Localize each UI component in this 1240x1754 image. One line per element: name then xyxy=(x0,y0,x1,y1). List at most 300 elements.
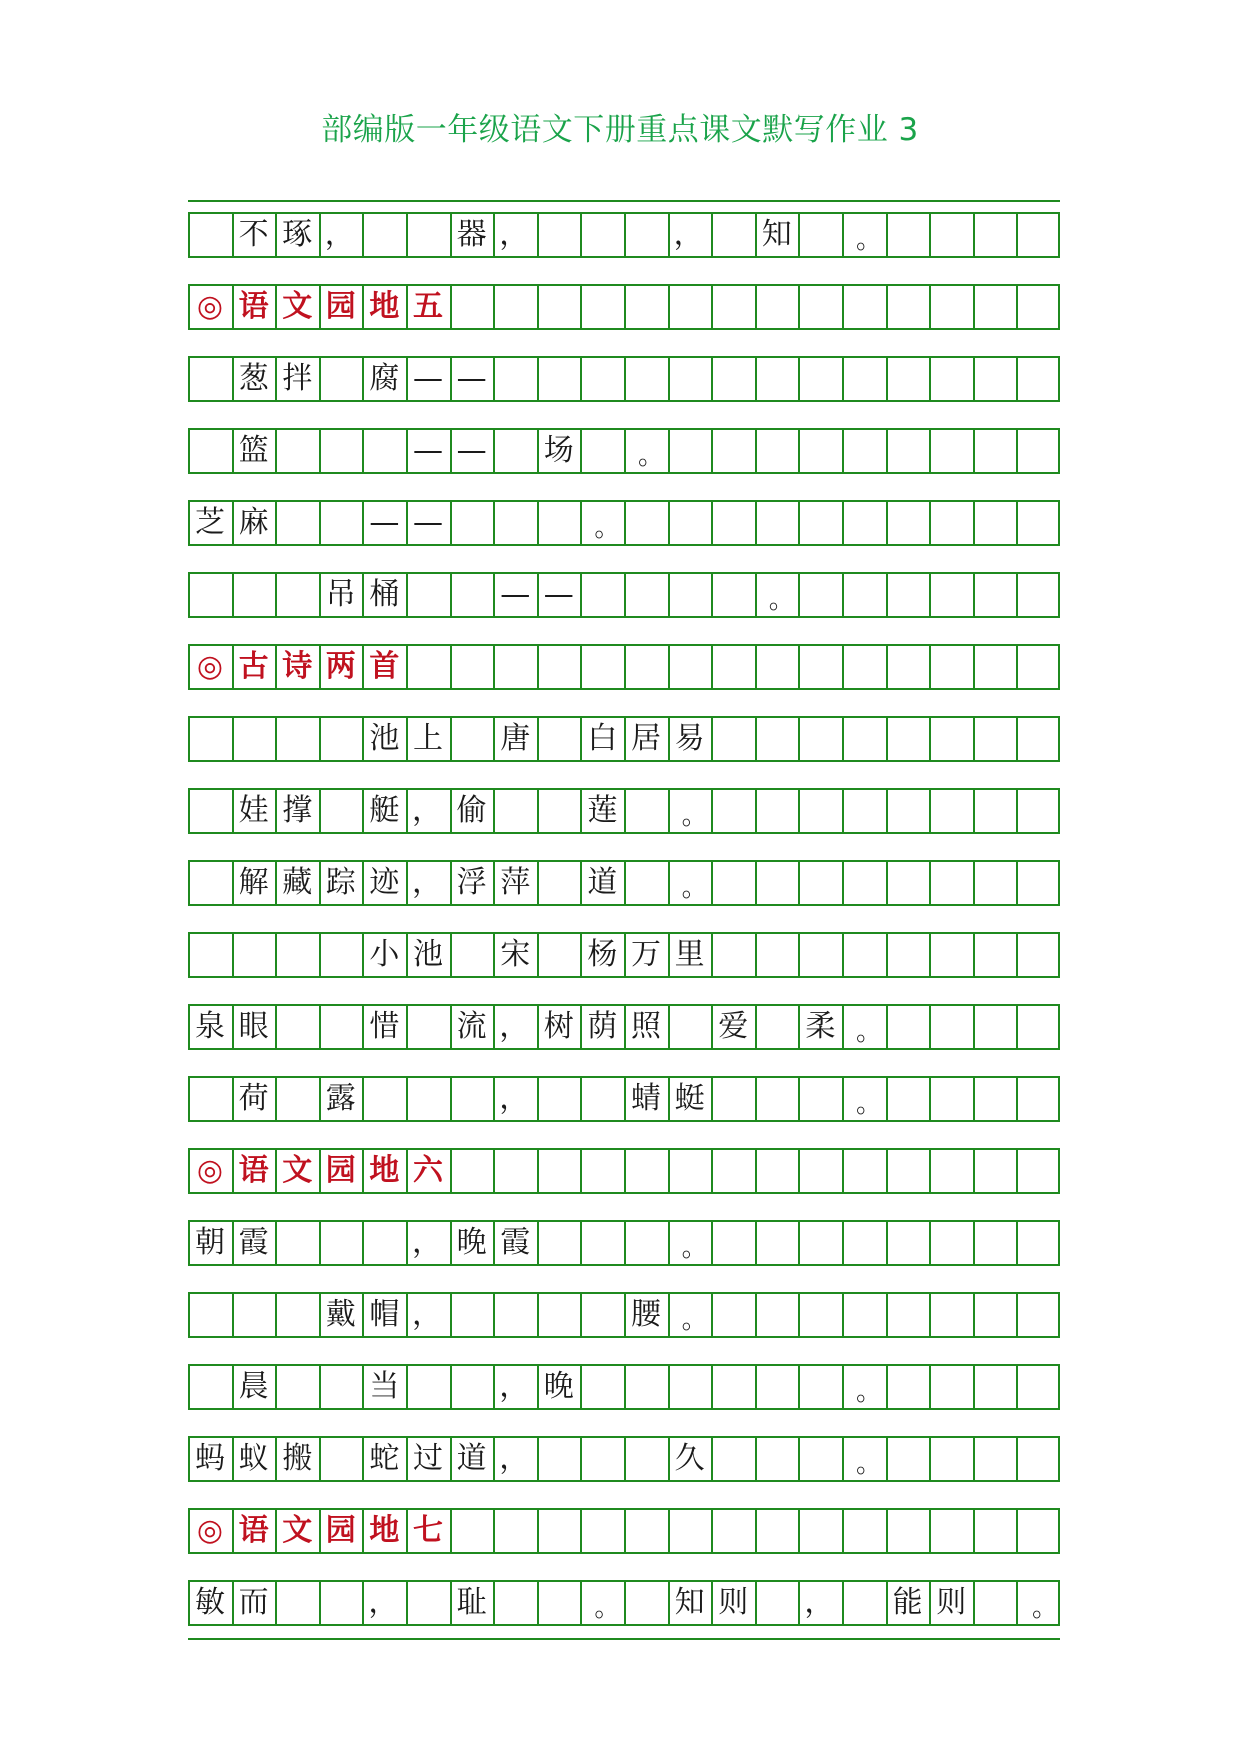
cell-divider xyxy=(1016,862,1018,904)
cell-divider xyxy=(798,358,800,400)
heading-char: 园 xyxy=(325,1153,356,1188)
row-line-bottom xyxy=(188,256,1060,258)
grid-char: 敏 xyxy=(195,1585,225,1620)
writing-row xyxy=(188,430,1060,472)
cell-divider xyxy=(668,1006,670,1048)
grid-char: 过 xyxy=(413,1441,443,1476)
cell-divider xyxy=(275,1366,277,1408)
heading-char: 五 xyxy=(413,289,443,324)
heading-char: 地 xyxy=(369,289,400,324)
cell-divider xyxy=(886,790,888,832)
cell-divider xyxy=(668,286,670,328)
cell-divider xyxy=(929,1222,931,1264)
heading-char: 地 xyxy=(369,1513,400,1548)
cell-divider xyxy=(973,934,975,976)
cell-divider xyxy=(188,430,190,472)
grid-char: — xyxy=(413,433,443,468)
heading-char: 文 xyxy=(282,289,313,324)
cell-divider xyxy=(1016,214,1018,256)
cell-divider xyxy=(668,358,670,400)
cell-divider xyxy=(929,646,931,688)
grid-char: 。 xyxy=(594,513,621,543)
cell-divider xyxy=(1058,934,1060,976)
cell-divider xyxy=(580,646,582,688)
cell-divider xyxy=(624,574,626,616)
grid-char: 久 xyxy=(674,1441,705,1476)
cell-divider xyxy=(1058,430,1060,472)
grid-char: 易 xyxy=(674,721,705,756)
writing-row xyxy=(188,862,1060,904)
cell-divider xyxy=(842,286,844,328)
cell-divider xyxy=(798,1150,800,1192)
cell-divider xyxy=(624,1582,626,1624)
cell-divider xyxy=(929,574,931,616)
cell-divider xyxy=(711,286,713,328)
cell-divider xyxy=(232,574,234,616)
cell-divider xyxy=(537,862,539,904)
cell-divider xyxy=(711,1510,713,1552)
row-line-bottom xyxy=(188,1120,1060,1122)
cell-divider xyxy=(886,1438,888,1480)
cell-divider xyxy=(275,1582,277,1624)
grid-char: 白 xyxy=(587,721,618,756)
row-line-bottom xyxy=(188,1480,1060,1482)
grid-char: 惜 xyxy=(369,1009,400,1044)
cell-divider xyxy=(929,1294,931,1336)
cell-divider xyxy=(275,718,277,760)
cell-divider xyxy=(886,862,888,904)
cell-divider xyxy=(1016,718,1018,760)
cell-divider xyxy=(973,214,975,256)
grid-char: ， xyxy=(412,865,442,900)
cell-divider xyxy=(537,1438,539,1480)
cell-divider xyxy=(275,1006,277,1048)
cell-divider xyxy=(319,502,321,544)
cell-divider xyxy=(929,1366,931,1408)
grid-char: 池 xyxy=(413,937,443,972)
cell-divider xyxy=(886,1150,888,1192)
cell-divider xyxy=(537,502,539,544)
cell-divider xyxy=(886,1222,888,1264)
cell-divider xyxy=(842,574,844,616)
cell-divider xyxy=(580,1222,582,1264)
cell-divider xyxy=(842,1150,844,1192)
cell-divider xyxy=(798,790,800,832)
grid-char: 荫 xyxy=(587,1009,618,1044)
writing-row xyxy=(188,934,1060,976)
grid-char: 解 xyxy=(238,865,269,900)
cell-divider xyxy=(406,214,408,256)
cell-divider xyxy=(755,1510,757,1552)
cell-divider xyxy=(188,1294,190,1336)
cell-divider xyxy=(798,862,800,904)
row-line-bottom xyxy=(188,1624,1060,1626)
heading-char: 六 xyxy=(413,1153,443,1188)
heading-char: 语 xyxy=(238,1153,269,1188)
grid-char: 撑 xyxy=(282,793,313,828)
cell-divider xyxy=(275,1294,277,1336)
grid-char: 。 xyxy=(681,1233,708,1263)
writing-row xyxy=(188,1438,1060,1480)
cell-divider xyxy=(450,574,452,616)
cell-divider xyxy=(624,1150,626,1192)
cell-divider xyxy=(624,1366,626,1408)
cell-divider xyxy=(929,718,931,760)
cell-divider xyxy=(450,934,452,976)
heading-char: 园 xyxy=(325,289,356,324)
cell-divider xyxy=(537,790,539,832)
cell-divider xyxy=(973,1078,975,1120)
cell-divider xyxy=(842,1582,844,1624)
cell-divider xyxy=(929,214,931,256)
cell-divider xyxy=(624,502,626,544)
cell-divider xyxy=(1016,502,1018,544)
cell-divider xyxy=(842,862,844,904)
cell-divider xyxy=(886,286,888,328)
cell-divider xyxy=(275,1078,277,1120)
grid-char: 露 xyxy=(325,1081,356,1116)
grid-char: 耻 xyxy=(456,1585,487,1620)
cell-divider xyxy=(580,1510,582,1552)
cell-divider xyxy=(973,358,975,400)
grid-char: 蚁 xyxy=(238,1441,269,1476)
cell-divider xyxy=(537,718,539,760)
cell-divider xyxy=(1058,1366,1060,1408)
cell-divider xyxy=(755,430,757,472)
cell-divider xyxy=(537,1510,539,1552)
cell-divider xyxy=(450,1510,452,1552)
grid-char: 而 xyxy=(238,1585,269,1620)
cell-divider xyxy=(406,1078,408,1120)
cell-divider xyxy=(886,502,888,544)
cell-divider xyxy=(842,430,844,472)
section-heading-row xyxy=(188,286,1060,328)
cell-divider xyxy=(275,502,277,544)
grid-char: 荷 xyxy=(238,1081,269,1116)
cell-divider xyxy=(493,1510,495,1552)
cell-divider xyxy=(580,358,582,400)
heading-char: 古 xyxy=(238,649,269,684)
cell-divider xyxy=(755,1294,757,1336)
cell-divider xyxy=(493,646,495,688)
cell-divider xyxy=(188,1078,190,1120)
cell-divider xyxy=(929,862,931,904)
grid-char: 里 xyxy=(674,937,705,972)
cell-divider xyxy=(319,1438,321,1480)
cell-divider xyxy=(973,502,975,544)
cell-divider xyxy=(973,430,975,472)
grid-char: 莲 xyxy=(587,793,618,828)
grid-char: ， xyxy=(412,793,442,828)
cell-divider xyxy=(711,1438,713,1480)
cell-divider xyxy=(450,1366,452,1408)
grid-char: 。 xyxy=(856,1377,883,1407)
cell-divider xyxy=(580,1438,582,1480)
cell-divider xyxy=(711,358,713,400)
cell-divider xyxy=(973,1006,975,1048)
cell-divider xyxy=(493,790,495,832)
grid-char: 。 xyxy=(638,441,665,471)
cell-divider xyxy=(973,1582,975,1624)
cell-divider xyxy=(188,358,190,400)
heading-char: 园 xyxy=(325,1513,356,1548)
grid-char: 照 xyxy=(631,1009,661,1044)
grid-char: 唐 xyxy=(500,721,531,756)
cell-divider xyxy=(275,430,277,472)
cell-divider xyxy=(668,646,670,688)
grid-char: 。 xyxy=(594,1593,621,1623)
cell-divider xyxy=(1016,1366,1018,1408)
cell-divider xyxy=(886,214,888,256)
heading-char: 文 xyxy=(282,1513,313,1548)
cell-divider xyxy=(624,214,626,256)
row-line-bottom xyxy=(188,1048,1060,1050)
cell-divider xyxy=(755,1078,757,1120)
cell-divider xyxy=(188,790,190,832)
grid-char: 。 xyxy=(681,1305,708,1335)
cell-divider xyxy=(450,286,452,328)
grid-char: 萍 xyxy=(500,865,531,900)
cell-divider xyxy=(624,1438,626,1480)
cell-divider xyxy=(798,1078,800,1120)
cell-divider xyxy=(711,1294,713,1336)
heading-char: 语 xyxy=(238,1513,269,1548)
cell-divider xyxy=(929,1438,931,1480)
grid-char: 琢 xyxy=(282,217,313,252)
row-line-bottom xyxy=(188,472,1060,474)
heading-char: 两 xyxy=(325,649,356,684)
grid-char: ， xyxy=(804,1585,835,1620)
heading-char: 七 xyxy=(413,1513,443,1548)
row-line-bottom xyxy=(188,1264,1060,1266)
grid-char: 。 xyxy=(681,873,708,903)
cell-divider xyxy=(1058,502,1060,544)
cell-divider xyxy=(1016,1222,1018,1264)
heading-char: 文 xyxy=(282,1153,313,1188)
cell-divider xyxy=(929,1510,931,1552)
cell-divider xyxy=(842,1510,844,1552)
cell-divider xyxy=(798,646,800,688)
cell-divider xyxy=(450,1150,452,1192)
cell-divider xyxy=(188,214,190,256)
grid-char: 篮 xyxy=(238,433,269,468)
cell-divider xyxy=(755,862,757,904)
cell-divider xyxy=(973,646,975,688)
grid-char: ， xyxy=(368,1585,399,1620)
grid-char: 知 xyxy=(674,1585,705,1620)
cell-divider xyxy=(580,1366,582,1408)
cell-divider xyxy=(668,1510,670,1552)
cell-divider xyxy=(493,1150,495,1192)
grid-char: 晚 xyxy=(456,1225,487,1260)
grid-char: 泉 xyxy=(195,1009,225,1044)
cell-divider xyxy=(1016,1438,1018,1480)
row-line-bottom xyxy=(188,400,1060,402)
cell-divider xyxy=(886,718,888,760)
cell-divider xyxy=(1058,862,1060,904)
grid-char: 搬 xyxy=(282,1441,313,1476)
grid-char: 蛇 xyxy=(369,1441,400,1476)
grid-char: ， xyxy=(499,1441,530,1476)
grid-char: — xyxy=(500,577,531,612)
cell-divider xyxy=(1058,286,1060,328)
cell-divider xyxy=(973,1294,975,1336)
row-line-bottom xyxy=(188,1552,1060,1554)
cell-divider xyxy=(929,1078,931,1120)
grid-char: 藏 xyxy=(282,865,313,900)
cell-divider xyxy=(842,358,844,400)
cell-divider xyxy=(668,502,670,544)
grid-char: 。 xyxy=(681,801,708,831)
cell-divider xyxy=(319,1222,321,1264)
cell-divider xyxy=(188,1366,190,1408)
cell-divider xyxy=(711,1366,713,1408)
writing-grid xyxy=(188,200,1060,1642)
cell-divider xyxy=(580,574,582,616)
cell-divider xyxy=(362,430,364,472)
cell-divider xyxy=(537,1582,539,1624)
cell-divider xyxy=(798,718,800,760)
grid-char: 。 xyxy=(856,225,883,255)
grid-char: 。 xyxy=(768,585,795,615)
grid-char: 器 xyxy=(456,217,487,252)
cell-divider xyxy=(362,214,364,256)
grid-char: 麻 xyxy=(238,505,269,540)
cell-divider xyxy=(537,1294,539,1336)
row-line-bottom xyxy=(188,328,1060,330)
grid-char: ， xyxy=(673,217,704,252)
cell-divider xyxy=(450,718,452,760)
cell-divider xyxy=(798,1366,800,1408)
cell-divider xyxy=(798,934,800,976)
heading-char: ◎ xyxy=(196,1513,224,1548)
cell-divider xyxy=(842,1294,844,1336)
cell-divider xyxy=(1016,1294,1018,1336)
cell-divider xyxy=(973,574,975,616)
grid-char: 戴 xyxy=(325,1297,356,1332)
grid-char: ， xyxy=(412,1225,442,1260)
cell-divider xyxy=(1058,1294,1060,1336)
grid-char: 蚂 xyxy=(195,1441,225,1476)
cell-divider xyxy=(450,1078,452,1120)
grid-char: 。 xyxy=(856,1017,883,1047)
cell-divider xyxy=(406,574,408,616)
grid-char: 能 xyxy=(892,1585,923,1620)
cell-divider xyxy=(624,790,626,832)
cell-divider xyxy=(886,1006,888,1048)
cell-divider xyxy=(842,646,844,688)
cell-divider xyxy=(755,646,757,688)
grid-char: 上 xyxy=(413,721,443,756)
grid-char: 霞 xyxy=(238,1225,269,1260)
cell-divider xyxy=(668,430,670,472)
row-line-bottom xyxy=(188,904,1060,906)
cell-divider xyxy=(188,718,190,760)
cell-divider xyxy=(798,430,800,472)
grid-char: ， xyxy=(499,1009,530,1044)
cell-divider xyxy=(973,790,975,832)
cell-divider xyxy=(755,1150,757,1192)
grid-char: 场 xyxy=(543,433,574,468)
cell-divider xyxy=(755,1222,757,1264)
grid-char: 眼 xyxy=(238,1009,269,1044)
grid-char: 当 xyxy=(369,1369,400,1404)
cell-divider xyxy=(450,646,452,688)
cell-divider xyxy=(973,862,975,904)
cell-divider xyxy=(842,934,844,976)
cell-divider xyxy=(886,1294,888,1336)
row-line-bottom xyxy=(188,688,1060,690)
cell-divider xyxy=(929,430,931,472)
cell-divider xyxy=(755,1366,757,1408)
section-heading-row xyxy=(188,1150,1060,1192)
cell-divider xyxy=(319,1582,321,1624)
grid-char: 娃 xyxy=(238,793,269,828)
cell-divider xyxy=(755,718,757,760)
cell-divider xyxy=(1058,1222,1060,1264)
cell-divider xyxy=(755,286,757,328)
cell-divider xyxy=(798,574,800,616)
cell-divider xyxy=(406,1366,408,1408)
cell-divider xyxy=(580,286,582,328)
cell-divider xyxy=(624,646,626,688)
cell-divider xyxy=(798,1438,800,1480)
cell-divider xyxy=(319,1006,321,1048)
cell-divider xyxy=(886,934,888,976)
cell-divider xyxy=(755,358,757,400)
grid-char: ， xyxy=(499,1369,530,1404)
grid-char: — xyxy=(369,505,400,540)
cell-divider xyxy=(973,1438,975,1480)
cell-divider xyxy=(973,1222,975,1264)
cell-divider xyxy=(929,502,931,544)
grid-char: 万 xyxy=(631,937,661,972)
grid-char: 迹 xyxy=(369,865,400,900)
cell-divider xyxy=(1058,1510,1060,1552)
cell-divider xyxy=(580,1150,582,1192)
cell-divider xyxy=(493,502,495,544)
cell-divider xyxy=(406,646,408,688)
cell-divider xyxy=(537,1078,539,1120)
cell-divider xyxy=(275,934,277,976)
cell-divider xyxy=(711,646,713,688)
cell-divider xyxy=(1016,1006,1018,1048)
grid-char: 。 xyxy=(856,1449,883,1479)
cell-divider xyxy=(1016,430,1018,472)
cell-divider xyxy=(450,1294,452,1336)
grid-char: 艇 xyxy=(369,793,400,828)
grid-char: 蜻 xyxy=(631,1081,661,1116)
cell-divider xyxy=(319,790,321,832)
writing-row xyxy=(188,214,1060,256)
heading-char: 地 xyxy=(369,1153,400,1188)
cell-divider xyxy=(973,1366,975,1408)
cell-divider xyxy=(1016,1510,1018,1552)
cell-divider xyxy=(537,1150,539,1192)
row-line-bottom xyxy=(188,760,1060,762)
section-heading-row xyxy=(188,1510,1060,1552)
grid-char: ， xyxy=(499,217,530,252)
grid-char: 。 xyxy=(1032,1593,1059,1623)
grid-char: 帽 xyxy=(369,1297,400,1332)
cell-divider xyxy=(1016,358,1018,400)
cell-divider xyxy=(886,646,888,688)
grid-char: 踪 xyxy=(325,865,356,900)
row-line-bottom xyxy=(188,1192,1060,1194)
cell-divider xyxy=(711,430,713,472)
writing-row xyxy=(188,574,1060,616)
cell-divider xyxy=(929,934,931,976)
